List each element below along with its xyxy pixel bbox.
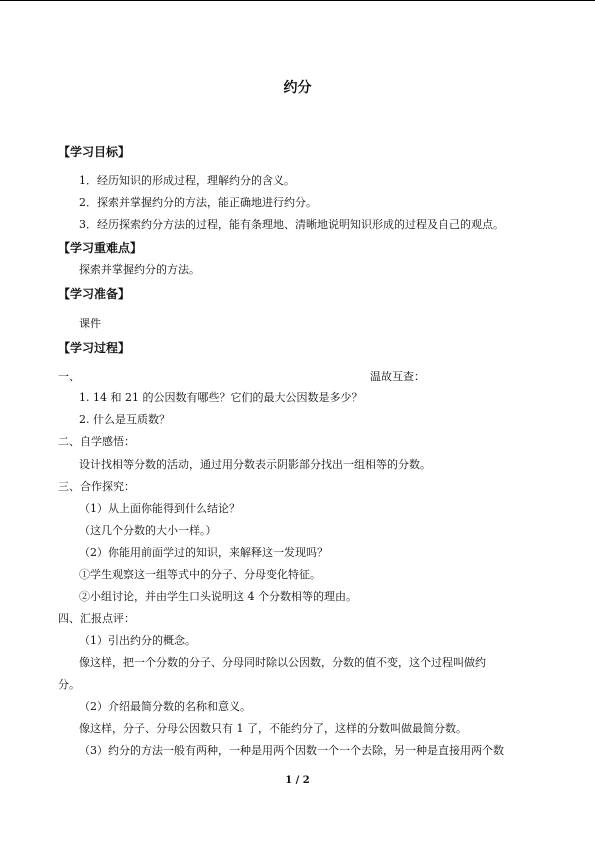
part3-line: ①学生观察这一组等式中的分子、分母变化特征。: [79, 568, 321, 581]
document-title: 约分: [283, 80, 312, 96]
part3-line: ②小组讨论，并由学生口头说明这 4 个分数相等的理由。: [79, 590, 357, 603]
part3-line: （2）你能用前面学过的知识，来解释这一发现吗？: [79, 546, 328, 559]
page-number: 1 / 2: [285, 775, 310, 786]
part1-item-1: 1. 14 和 21 的公因数有哪些？它们的最大公因数是多少？: [79, 391, 363, 404]
heading-learning-process: 【学习过程】: [58, 341, 131, 355]
part1-label: 一、: [58, 370, 80, 383]
goal-item-1: 1．经历知识的形成过程，理解约分的含义。: [79, 174, 295, 187]
part1-item-2: 2. 什么是互质数？: [79, 413, 170, 426]
heading-learning-goals: 【学习目标】: [58, 145, 131, 159]
part4-line: （1）引出约分的概念。: [79, 634, 196, 647]
key-points-text: 探索并掌握约分的方法。: [79, 263, 200, 276]
part2-text: 设计找相等分数的活动，通过用分数表示阴影部分找出一组相等的分数。: [79, 458, 431, 471]
part4-line: （2）介绍最简分数的名称和意义。: [79, 700, 251, 713]
part4-line: （3）约分的方法一般有两种，一种是用两个因数一个一个去除，另一种是直接用两个数: [79, 744, 504, 757]
part2-title: 二、自学感悟：: [58, 435, 135, 448]
goal-item-3: 3．经历探索约分方法的过程，能有条理地、清晰地说明知识形成的过程及自己的观点。: [79, 218, 504, 231]
part3-line: （1）从上面你能得到什么结论？: [79, 502, 240, 515]
part3-title: 三、合作探究：: [58, 480, 135, 493]
preparation-text: 课件: [79, 317, 101, 330]
goal-item-2: 2．探索并掌握约分的方法，能正确地进行约分。: [79, 196, 317, 209]
part4-line: 分。: [58, 678, 80, 691]
header-rule: [0, 0, 595, 1]
part4-line: 像这样，分子、分母公因数只有 1 了，不能约分了，这样的分数叫做最简分数。: [79, 722, 467, 735]
heading-key-points: 【学习重难点】: [58, 241, 143, 255]
heading-preparation: 【学习准备】: [58, 287, 131, 301]
part1-title: 温故互查：: [370, 370, 425, 383]
part3-line: （这几个分数的大小一样。）: [79, 524, 217, 537]
part4-title: 四、汇报点评：: [58, 612, 135, 625]
part4-line: 像这样，把一个分数的分子、分母同时除以公因数，分数的值不变，这个过程叫做约: [79, 656, 486, 669]
